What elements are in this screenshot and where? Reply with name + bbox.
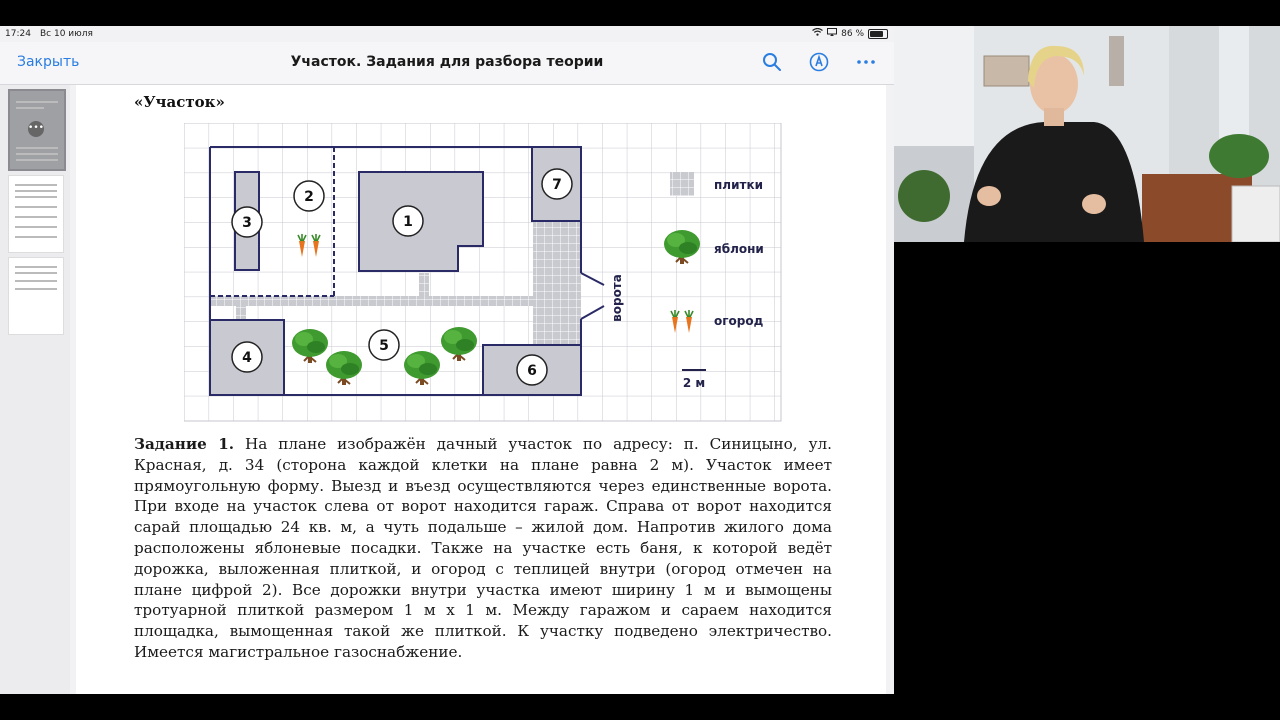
more-options-icon[interactable]: ••• xyxy=(28,121,44,137)
page-thumbnail-1[interactable] xyxy=(8,89,66,171)
page-thumbnail-3[interactable] xyxy=(8,257,64,335)
task-text: На плане изображён дачный участок по адресу: п. Синицыно, ул. Красная, д. 34 (сторона каждой клетки на плане равна 2 м). Участок имеет прямоугольную форму. Выезд и въезд осуществляются через единственные ворота. При входе на участок слева от ворот находится гараж. Справа от ворот находится сарай площадью 24 кв. м, а чуть подальше – жилой дом. Напротив жилого дома расположены яблоневые посадки. Также на участке есть баня, к которой ведёт дорожка, выложенная плиткой, и огород с теплицей внутри (огород отмечен на плане цифрой 2). Все дорожки внутри участка имеют ширину 1 м и вымощены тротуарной плиткой размером 1 м х 1 м. Между гаражом и сараем находится площадка, вымощенная такой же плиткой. К участку подведено электричество. Имеется магистральное газоснабжение. xyxy=(134,435,832,661)
task-paragraph xyxy=(134,434,832,663)
legend-tiles-label: плитки xyxy=(714,178,763,192)
wifi-icon xyxy=(812,28,823,39)
legend-garden-label: огород xyxy=(714,314,764,328)
legend-apple-trees-label: яблони xyxy=(714,242,764,256)
navigation-bar xyxy=(0,42,894,85)
plan-label-4: 4 xyxy=(242,350,252,366)
status-right xyxy=(812,28,888,39)
site-plan xyxy=(184,123,784,423)
plan-label-3: 3 xyxy=(242,215,252,231)
thumbnail-sidebar xyxy=(0,85,70,694)
tile-platform xyxy=(533,221,581,345)
status-bar xyxy=(0,26,894,42)
document-page xyxy=(76,85,886,694)
document-title: Участок. Задания для разбора теории xyxy=(290,54,604,70)
close-button[interactable]: Закрыть xyxy=(17,54,80,70)
page-thumbnail-2[interactable] xyxy=(8,175,64,253)
plan-label-6: 6 xyxy=(527,363,537,379)
plan-label-5: 5 xyxy=(379,338,389,354)
task-title: Задание 1. xyxy=(134,435,235,453)
status-date: Вс 10 июля xyxy=(40,29,93,39)
status-time: 17:24 xyxy=(5,29,31,39)
markup-pen-icon[interactable] xyxy=(808,51,830,73)
plan-label-2: 2 xyxy=(304,189,314,205)
page-heading: «Участок» xyxy=(134,93,225,111)
plan-label-1: 1 xyxy=(403,214,413,230)
search-icon[interactable] xyxy=(761,51,783,73)
presenter-video xyxy=(894,26,1280,242)
tile-path-to-bath xyxy=(236,306,246,320)
gate-label: ворота xyxy=(610,274,624,322)
tile-path-to-house xyxy=(419,273,429,297)
more-icon[interactable] xyxy=(855,51,877,73)
ipad-screen xyxy=(0,26,894,694)
legend-tile-swatch xyxy=(670,172,694,196)
battery-icon xyxy=(868,29,888,39)
screen-mirror-icon xyxy=(827,28,837,39)
plan-label-7: 7 xyxy=(552,177,562,193)
tile-path-horizontal xyxy=(210,296,534,306)
battery-percent: 86 % xyxy=(841,28,864,39)
scale-label: 2 м xyxy=(682,376,706,390)
